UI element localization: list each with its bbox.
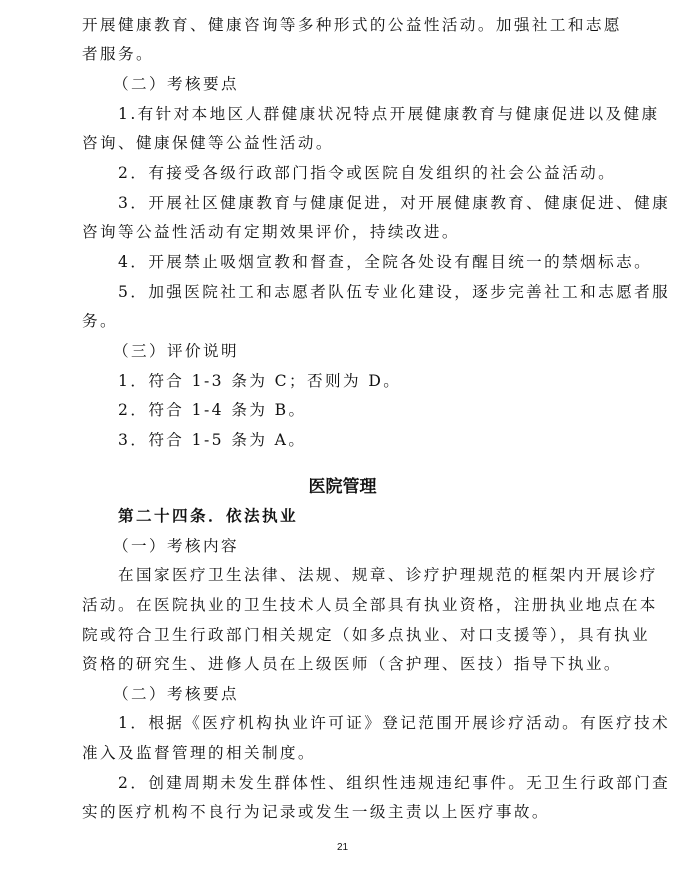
page-number: 21 [336,842,349,853]
text-line: 1．根据《医疗机构执业许可证》登记范围开展诊疗活动。有医疗技术 [118,714,671,732]
text-line: 1．符合 1-3 条为 C；否则为 D。 [118,372,402,390]
text-line: 开展健康教育、健康咨询等多种形式的公益性活动。加强社工和志愿 [82,16,622,34]
subsection-heading: （三）评价说明 [113,342,239,360]
text-line: 实的医疗机构不良行为记录或发生一级主责以上医疗事故。 [82,803,550,821]
text-line: 在国家医疗卫生法律、法规、规章、诊疗护理规范的框架内开展诊疗 [118,566,658,584]
text-line: 者服务。 [82,45,154,63]
text-line: 3．符合 1-5 条为 A。 [118,431,307,449]
text-line: 咨询、健康保健等公益性活动。 [82,134,334,152]
article-title: 第二十四条．依法执业 [118,506,298,525]
text-line: 3．开展社区健康教育与健康促进，对开展健康教育、健康促进、健康 [118,194,671,212]
text-line: 资格的研究生、进修人员在上级医师（含护理、医技）指导下执业。 [82,655,622,673]
text-line: 务。 [82,312,118,330]
section-title: 医院管理 [308,477,377,497]
subsection-heading: （二）考核要点 [113,75,239,93]
text-line: 4．开展禁止吸烟宣教和督查，全院各处设有醒目统一的禁烟标志。 [118,253,653,271]
text-line: 1.有针对本地区人群健康状况特点开展健康教育与健康促进以及健康 [118,105,660,123]
text-line: 准入及监督管理的相关制度。 [82,744,316,762]
text-line: 2．符合 1-4 条为 B。 [118,401,307,419]
subsection-heading: （二）考核要点 [113,685,239,703]
text-line: 院或符合卫生行政部门相关规定（如多点执业、对口支援等），具有执业 [82,626,651,644]
text-line: 咨询等公益性活动有定期效果评价，持续改进。 [82,223,460,241]
text-line: 2．有接受各级行政部门指令或医院自发组织的社会公益活动。 [118,164,617,182]
subsection-heading: （一）考核内容 [113,537,239,555]
text-line: 5．加强医院社工和志愿者队伍专业化建设，逐步完善社工和志愿者服 [118,283,671,301]
text-line: 2．创建周期未发生群体性、组织性违规违纪事件。无卫生行政部门查 [118,774,671,792]
text-line: 活动。在医院执业的卫生技术人员全部具有执业资格，注册执业地点在本 [82,596,658,614]
